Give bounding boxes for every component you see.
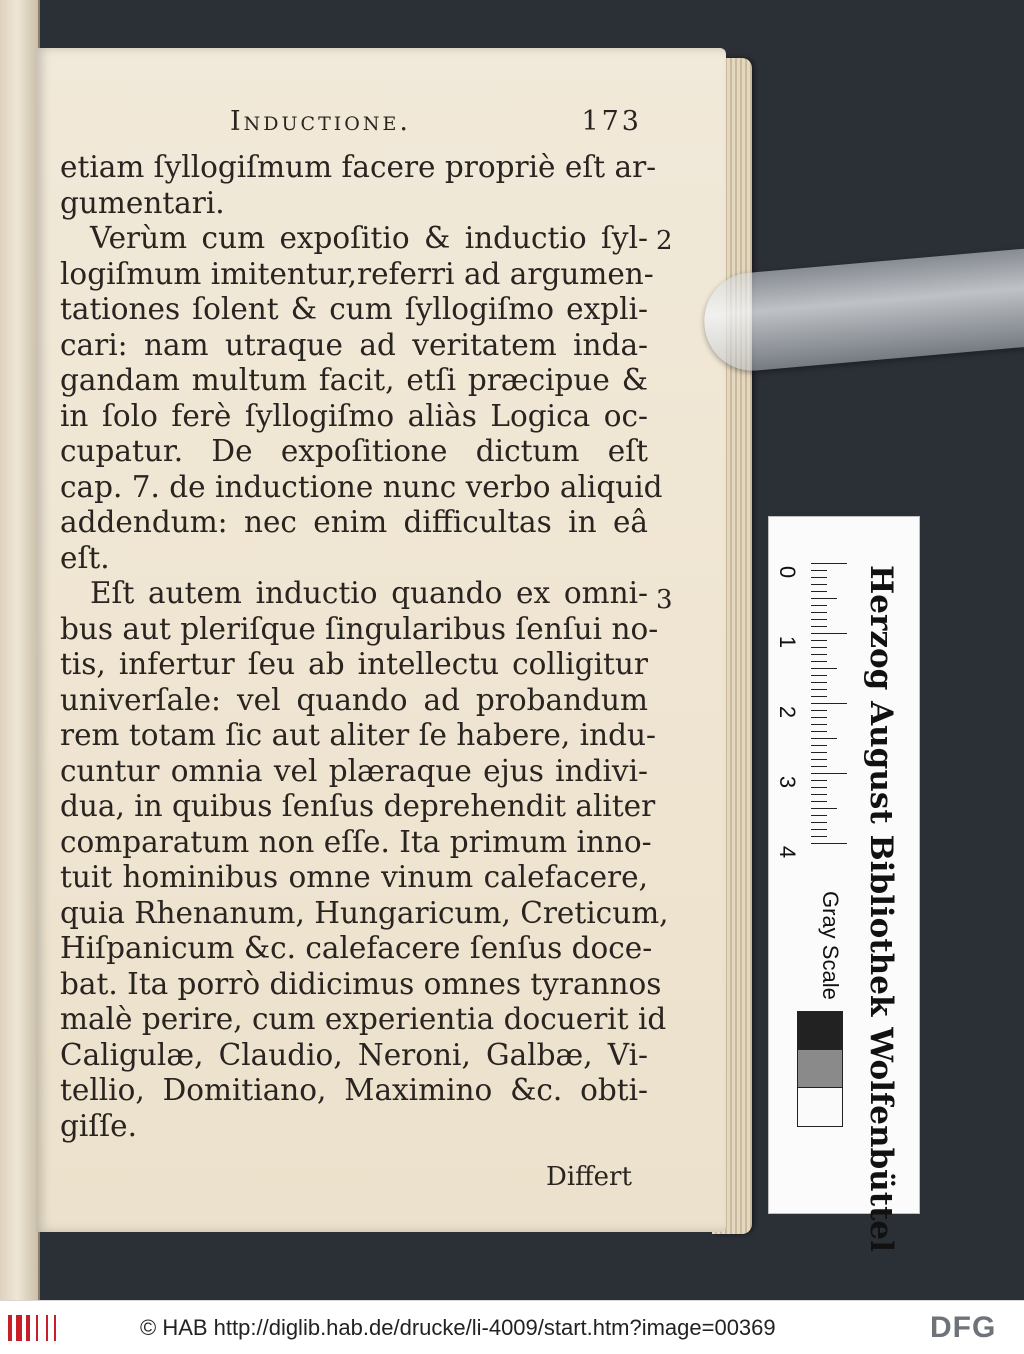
ruler-tick — [811, 801, 827, 802]
ruler-tick — [811, 724, 827, 725]
ruler-tick — [811, 640, 827, 641]
ruler-tick — [811, 836, 827, 837]
ruler-tick — [811, 759, 827, 760]
text-line: cuntur omnia vel plæraque ejus indivi- — [60, 753, 648, 788]
barcode-stripe — [8, 1315, 12, 1341]
text-line: comparatum non eſſe. Ita primum inno- — [60, 824, 652, 859]
ruler-tick — [811, 612, 827, 613]
barcode-stripe — [36, 1315, 38, 1341]
dfg-logo: DFG — [930, 1311, 997, 1344]
ruler-tick — [811, 766, 827, 767]
ruler-tick — [811, 780, 827, 781]
text-line: tellio, Domitiano, Maximino &c. obti- — [60, 1073, 648, 1107]
ruler-tick — [811, 794, 827, 795]
ruler-number: 3 — [775, 775, 801, 789]
text-line: Caligulæ, Claudio, Neroni, Galbæ, Vi- — [60, 1037, 648, 1072]
ruler-tick — [811, 808, 837, 809]
text-line: Eſt autem inductio quando ex omni- — [90, 576, 648, 610]
book-binding — [0, 0, 40, 1300]
text-line: tuit hominibus omne vinum calefacere, — [60, 860, 648, 894]
ruler-tick — [811, 731, 827, 732]
ruler-tick — [811, 682, 827, 683]
text-line: Hiſpanicum &c. calefacere ſenſus doce- — [60, 931, 653, 965]
institution-name: Herzog August Bibliothek Wolfenbüttel — [863, 565, 899, 1252]
ruler-tick — [811, 591, 827, 592]
ruler-tick — [811, 668, 837, 669]
ruler-tick — [811, 675, 827, 676]
catchword: Differt — [546, 1162, 632, 1192]
margin-number: 3 — [656, 585, 673, 615]
text-line: in ſolo ferè ſyllogiſmo aliàs Logica oc- — [60, 398, 648, 433]
text-line: cap. 7. de inductione nunc verbo aliquid — [60, 469, 663, 504]
ruler-tick — [811, 654, 827, 655]
ruler-tick — [811, 661, 827, 662]
footer-bar — [0, 1300, 1024, 1354]
text-line: malè perire, cum experientia docuerit id — [60, 1002, 667, 1036]
barcode-stripe — [54, 1315, 56, 1341]
gray-swatch-mid — [797, 1049, 843, 1089]
ruler-tick — [811, 829, 827, 830]
text-line: rem totam ſic aut aliter ſe habere, indu- — [60, 718, 656, 752]
ruler-ticks — [811, 563, 851, 843]
ruler-tick — [811, 619, 827, 620]
gray-swatch-light — [797, 1087, 843, 1127]
ruler-number: 0 — [775, 565, 801, 579]
ruler-tick — [811, 696, 827, 697]
ruler-tick — [811, 843, 847, 844]
text-line: eſt. — [60, 540, 110, 575]
ruler-tick — [811, 815, 827, 816]
text-line: gumentari. — [60, 185, 225, 220]
ruler-tick — [811, 689, 827, 690]
credit-link[interactable]: © HAB http://diglib.hab.de/drucke/li-4009/start.htm?image=00369 — [140, 1315, 776, 1340]
ruler-tick — [811, 703, 847, 704]
text-line: tis, infertur ſeu ab intellectu colligitur — [60, 647, 648, 681]
ruler-tick — [811, 577, 827, 578]
gray-swatch-dark — [797, 1011, 843, 1051]
ruler-tick — [811, 710, 827, 711]
body-text — [60, 150, 669, 1144]
ruler-tick — [811, 745, 827, 746]
running-head: Inductione. — [230, 106, 411, 137]
hab-barcode-logo — [8, 1315, 48, 1341]
text-line: bus aut pleriſque ſingularibus ſenſui no- — [60, 611, 659, 646]
text-line: addendum: nec enim difficultas in eâ — [60, 505, 648, 539]
text-line: giſſe. — [60, 1108, 137, 1143]
page-number: 173 — [581, 106, 642, 137]
ruler-tick — [811, 773, 847, 774]
page-header — [230, 106, 650, 140]
ruler-tick — [811, 647, 827, 648]
text-line: etiam ſyllogiſmum facere propriè eſt ar- — [60, 150, 657, 184]
ruler-tick — [811, 633, 847, 634]
ruler-tick — [811, 717, 827, 718]
ruler-tick — [811, 584, 827, 585]
ruler-number: 1 — [775, 635, 801, 649]
text-line: dua, in quibus ſenſus deprehendit aliter — [60, 789, 656, 823]
text-line: univerſale: vel quando ad probandum — [60, 682, 648, 717]
ruler-tick — [811, 563, 847, 564]
color-ruler — [768, 516, 920, 1252]
ruler-tick — [811, 626, 827, 627]
margin-number: 2 — [656, 226, 673, 256]
text-line: quia Rhenanum, Hungaricum, Creticum, — [60, 895, 669, 930]
barcode-stripe — [26, 1315, 30, 1341]
ruler-tick — [811, 738, 837, 739]
text-line: cari: nam utraque ad veritatem inda- — [60, 327, 648, 362]
text-line: cupatur. De expoſitione dictum eſt — [60, 434, 648, 468]
text-line: tationes ſolent & cum ſyllogiſmo expli- — [60, 292, 648, 326]
text-line: logiſmum imitentur,referri ad argumen- — [60, 256, 654, 291]
text-line: gandam multum facit, etſi præcipue & — [60, 363, 648, 397]
ruler-tick — [811, 752, 827, 753]
ruler-tick — [811, 822, 827, 823]
ruler-tick — [811, 598, 837, 599]
text-line: Verùm cum expoſitio & inductio ſyl- — [90, 221, 648, 255]
ruler-number: 4 — [775, 845, 801, 859]
ruler-number: 2 — [775, 705, 801, 719]
gray-scale-label: Gray Scale — [818, 891, 843, 1000]
ruler-tick — [811, 570, 827, 571]
text-line: bat. Ita porrò didicimus omnes tyrannos — [60, 966, 662, 1001]
barcode-stripe — [16, 1315, 22, 1341]
ruler-tick — [811, 787, 827, 788]
barcode-stripe — [46, 1315, 48, 1341]
ruler-tick — [811, 605, 827, 606]
